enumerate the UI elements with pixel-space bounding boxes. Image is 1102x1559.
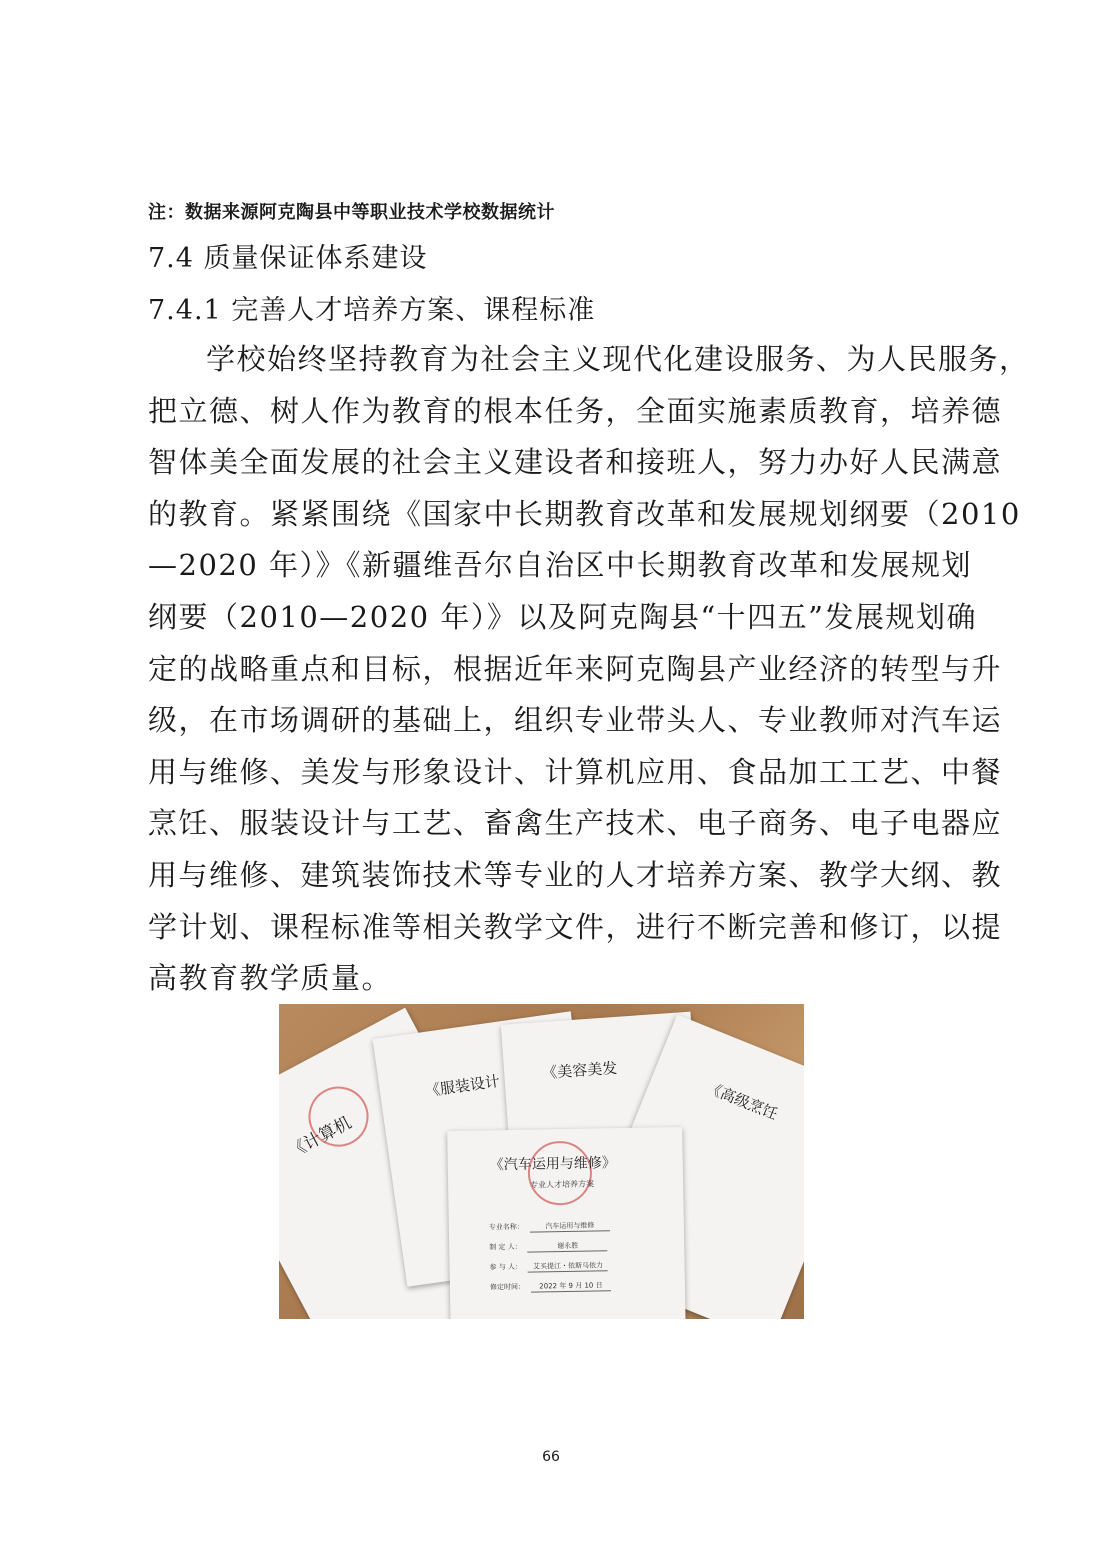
sheet-title: 《美容美发 — [541, 1058, 618, 1083]
form-value: 2022 年 9 月 10 日 — [531, 1280, 611, 1292]
paragraph-line: 用与维修、建筑装饰技术等专业的人才培养方案、教学大纲、教 — [148, 857, 1003, 892]
sheet-title: 《高级烹饪 — [703, 1078, 781, 1124]
paragraph-line: 的教育。紧紧围绕《国家中长期教育改革和发展规划纲要（2010 — [148, 496, 1021, 531]
paragraph-line: 用与维修、美发与形象设计、计算机应用、食品加工工艺、中餐 — [148, 754, 1003, 789]
form-label: 参 与 人： — [489, 1262, 523, 1272]
source-note: 注：数据来源阿克陶县中等职业技术学校数据统计 — [148, 202, 555, 223]
paragraph-line: 定的战略重点和目标，根据近年来阿克陶县产业经济的转型与升 — [148, 651, 1003, 686]
sheet-title: 《计算机 — [285, 1112, 355, 1163]
form-value: 艾买提江・依斯马依力 — [528, 1260, 608, 1272]
documents-photo — [279, 1004, 804, 1319]
paragraph-line: 把立德、树人作为教育的根本任务，全面实施素质教育，培养德 — [148, 393, 1003, 428]
sheet-automotive — [447, 1127, 686, 1319]
paragraph-line: 学计划、课程标准等相关教学文件，进行不断完善和修订，以提 — [148, 909, 1003, 944]
sheet-title: 《服装设计 — [424, 1071, 501, 1101]
form-label: 制 定 人： — [489, 1242, 522, 1252]
main-sheet-title: 《汽车运用与维修》 — [489, 1155, 616, 1174]
paragraph-line: 高教育教学质量。 — [148, 961, 393, 996]
paragraph-line: 学校始终坚持教育为社会主义现代化建设服务、为人民服务， — [206, 342, 1030, 376]
form-value: 汽车运用与维修 — [530, 1220, 610, 1232]
form-value: 谢永胜 — [528, 1240, 608, 1252]
paragraph-line: 智体美全面发展的社会主义建设者和接班人，努力办好人民满意 — [148, 445, 1003, 480]
form-row-participant — [489, 1260, 608, 1273]
paragraph-line: 级，在市场调研的基础上，组织专业带头人、专业教师对汽车运 — [148, 703, 1003, 738]
paragraph-line: —2020 年）》《新疆维吾尔自治区中长期教育改革和发展规划 — [148, 548, 973, 583]
form-label: 专业名称： — [488, 1222, 524, 1232]
form-row-maker — [489, 1240, 608, 1253]
main-sheet-subtitle: 专业人才培养方案 — [530, 1179, 595, 1190]
form-row-date — [490, 1280, 611, 1293]
page-number: 66 — [542, 1449, 560, 1465]
subsection-heading: 7.4.1 完善人才培养方案、课程标准 — [148, 295, 596, 326]
form-label: 修定时间： — [489, 1282, 525, 1292]
form-row-major — [489, 1220, 610, 1233]
body-paragraph — [148, 334, 1030, 1005]
paragraph-line: 烹饪、服装设计与工艺、畜禽生产技术、电子商务、电子电器应 — [148, 806, 1003, 841]
paragraph-line: 纲要（2010—2020 年）》以及阿克陶县“十四五”发展规划确 — [148, 599, 977, 634]
section-heading: 7.4 质量保证体系建设 — [148, 243, 428, 274]
